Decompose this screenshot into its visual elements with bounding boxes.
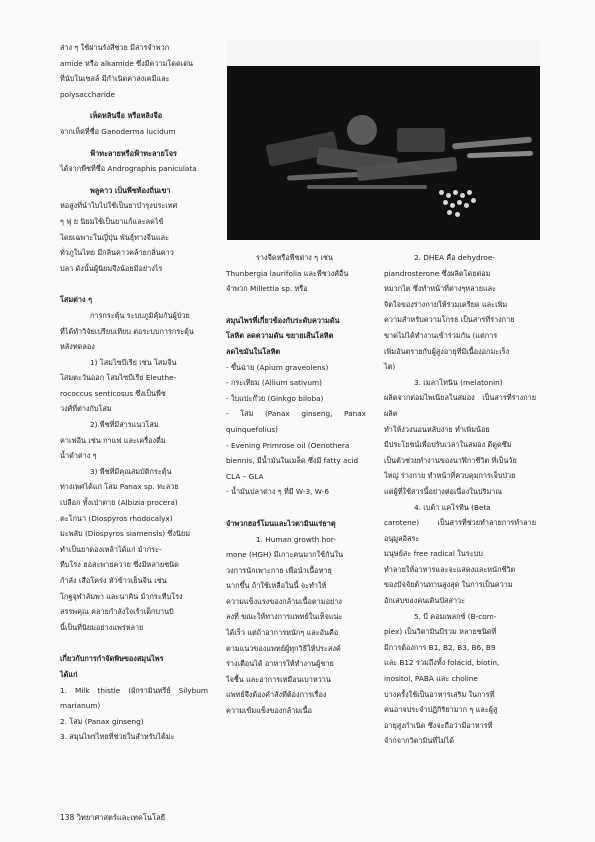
text-line: แต่ผู้ที่ใช้สารนี้อย่างต่อเนื่องในปริมาณ	[384, 486, 503, 496]
text-line: จิตใจของร่างกายให้ร่วมเครียด และเพิ่ม	[384, 299, 508, 309]
text-line: หมวกไต ซึ่งทำหน้าที่ต่างๆหลายและ	[384, 284, 497, 294]
text-line: อายุสูงกำเนิด ซึ่งจะถือว่ามีอาหารที่	[384, 720, 493, 730]
text-line: มีการต้องการ B1, B2, B3, B6, B9	[384, 642, 496, 652]
text-line: ความสำหรับความโกรธ เป็นสารที่ร่างกาย	[384, 315, 515, 325]
section-heading: ลดไขมันในโลหิต	[226, 346, 281, 356]
text-line: ความแข็งแรงของกล้ามเนื้อตามอย่าง	[226, 596, 342, 606]
text-line: โสมตะวันออก โสมไซบีเรีย Eleuthe-	[60, 373, 177, 383]
section-heading: สมุนไพรที่เกี่ยวข้องกับระดับความดัน	[226, 315, 340, 325]
text-line: มะพลับ (Diospyros siamensis) ซึ่งนิยม	[60, 529, 191, 539]
text-line: คนอาจประจำปฏิกิริยามาก ๆ และผู้สู	[384, 705, 498, 715]
text-line: รางจืดหรือพืชต่าง ๆ เช่น	[256, 253, 333, 262]
text-line: ตะโกนา (Diospyros rhodocalyx)	[60, 513, 173, 523]
column-right	[384, 250, 536, 749]
herb-stick	[467, 151, 533, 158]
text-line: ทำลายให้อาหารและจะแสดงและหนักชีวิต	[384, 564, 516, 574]
herb-stick	[307, 185, 427, 189]
item-heading: เห็ดหลินจือ หรือหลิงจือ	[90, 111, 163, 121]
column-left	[60, 40, 208, 745]
text-line: ที่นับในเซลล์ มีกำเนิดคาลงเคมีและ	[60, 74, 170, 84]
section-heading: โลหิต ลดความดัน ขยายเส้นโลหิต	[226, 331, 334, 341]
list-item: 1. Milk thistle (ผักรามินทรีย์ Silybum marianum)	[60, 685, 208, 711]
text-line: โดยเฉพาะในญี่ปุ่น พันธุ์ทางจีนและ	[60, 232, 170, 242]
text-line: โกฐจุฬาลัมพา และนาคิน ม้ากระทืบโรง	[60, 591, 183, 601]
text-line: ได้เร็ว แต่ถ้าอาการหนักๆ และอันคือ	[226, 628, 339, 638]
page-footer: 138 วิทยาศาสตร์และเทคโนโลยี	[60, 813, 166, 822]
text-line: นี้เป็นที่นิยมอย่างแพร่หลาย	[60, 622, 144, 632]
text-line: เปลือก ทั้งเป่าตาย (Albizia procera)	[60, 498, 178, 508]
text-line: ที่ได้ทำวิจัยเปรียบเทียบ ต่อระบบการกระตุ้น	[60, 326, 194, 336]
list-item: CLA – GLA	[226, 471, 264, 481]
text-line: จำพวก Millettia sp. หรือ	[226, 284, 308, 294]
text-line: ทำให้ง่วงนอนหลับง่าย ทำเพิ่มน้อย	[384, 424, 490, 434]
section-heading: ได้แก่	[60, 669, 78, 679]
text-line: plex) เป็นวิตามินบีรวม หลายชนิดที่	[384, 627, 497, 637]
herb-stick	[452, 137, 532, 150]
item-heading: พลูคาว เป็นพืชท้องถิ่นเขา	[90, 185, 171, 195]
list-item: - ขึ้นฉ่าย (Apium graveolens)	[226, 362, 329, 372]
text-line: ตามแนวของแพทย์ผู้ทุกวิธีให้ประสงค์	[226, 643, 341, 653]
text-line: polysaccharide	[60, 89, 115, 99]
item-heading: ฟ้าทะลายหรือฟ้าทะลายโจร	[90, 148, 177, 158]
column-middle	[226, 250, 366, 719]
text-line: ทำเป็นยาดองเหล้าได้แก่ ม้ากระ-	[60, 544, 162, 554]
text-line: อักเสบของคนเดินปัสสาวะ	[384, 596, 466, 606]
text-line: mone (HGH) มีเกาะคนมากใช้กันใน	[226, 550, 344, 560]
section-heading: จำพวกฮอร์โมนและไวตามินแร่ธาตุ	[226, 518, 336, 528]
text-line: เพิ่มอันตรายกับผู้สูงอายุที่มีเนื้องอกมะเร็ง	[384, 346, 510, 356]
text-line: ของปัจจัยต้านทานสูงสุด ในการเป็นความ	[384, 580, 513, 590]
text-line: 1. Human growth hor-	[256, 534, 336, 544]
photo-top-edge	[227, 40, 540, 66]
text-line: แพทย์จึงต้องคำสั่งที่ต้องการเรื่อง	[226, 690, 327, 700]
text-line: วงศ์ที่ต่างกับโสม	[60, 404, 112, 414]
text-line: ผลิตจากต่อมไพเนียลในสมอง เป็นสารที่ร่างกายผลิต	[384, 393, 536, 418]
list-item: - Evening Primrose oil (Oenothera	[226, 440, 350, 450]
text-line: สรรพคุณ คลายกำลังใจเร้าเด็กบานบิ	[60, 607, 174, 617]
text-line: จากเห็ดที่ชื่อ Ganoderma lucidum	[60, 126, 176, 136]
text-line: บางครั้งใช้เป็นอาหารเสริม ในการที่	[384, 689, 495, 699]
list-item: - ใบแปะก๊วย (Ginkgo biloba)	[226, 393, 324, 403]
text-line: การกระตุ้น ระบบภูมิคุ้มกันผู้ป่วย	[90, 310, 190, 320]
text-line: 2. DHEA คือ dehydroe-	[414, 253, 496, 262]
herb-root	[347, 115, 377, 145]
text-line: น้ำดำต่าง ๆ	[60, 451, 97, 461]
text-line: ความเข้มแข็งของกล้ามเนื้อ	[226, 706, 313, 716]
text-line: ร่างเตือนได้ อาหารให้ทำงานผู้ชาย	[226, 659, 334, 669]
text-line: เป็นตัวช่วยทำงานของนาฬิกาชีวิต ที่เป็นวัย	[384, 455, 517, 465]
text-line: กำลัง เสือโคร่ง หัวข้าวเย็นจีน เช่น	[60, 576, 167, 585]
text-line: ไต)	[384, 362, 396, 372]
text-line: 2) พืชที่มีสารแนวโสม	[90, 420, 159, 430]
herb-root	[397, 128, 445, 152]
text-line: หลังทดลอง	[60, 342, 95, 352]
text-line: จำกจากวิตามินที่ไม่ได้	[384, 736, 455, 746]
list-item: 3. สมุนไพรไทยที่ช่วยในสำหรับไต้มะ	[60, 732, 175, 742]
text-line: 1) โสมไซบีเรีย เช่น โสมจีน	[90, 357, 177, 367]
section-heading: โสมต่าง ๆ	[60, 295, 93, 305]
text-line: ทั่วภูในไทย มีกลิ่นคาวคล้ายกลิ่นคาว	[60, 248, 174, 258]
text-line: มีประโยชน์เพื่อปรับเวลาในสมอง ดีดูดซึม	[384, 440, 512, 450]
text-line: ทางเพศได้แก่ โสม Panax sp. ทะลวย	[60, 482, 179, 492]
text-line: ทืบโรง ฮอสะพายควาย ซึ่งมีหลายชนิด	[60, 560, 179, 570]
text-line: ใจชื้น และอาการเหมือนเบาหวาน	[226, 674, 331, 684]
text-line: ลงที่ ขณะให้ทางการแพทย์ในเท็จแนะ	[226, 612, 343, 622]
text-line: และ B12 รวมถึงทั้ง folacid, biotin,	[384, 658, 500, 668]
text-line: ๆ ฟุ ย นิยมใช้เป็นยาแก้และลดไข้	[60, 216, 164, 226]
text-line: Thunbergia laurifolia และพืชวงศ์อื่น	[226, 268, 349, 278]
text-line: ได้จากพืชที่ชื่อ Andrographis paniculata	[60, 164, 197, 174]
text-line: ส่าง ๆ ใช้ผ่านรังสีช่วย มีสารจำพวก	[60, 43, 170, 52]
list-item: 2. โสม (Panax ginseng)	[60, 716, 144, 726]
text-line: ขาดไม่ได้ทำงานเข้าร่วมกัน (แต่การ	[384, 330, 498, 340]
text-line: นากขึ้น ถ้าใช้เหลือในนี้ จะทำให้	[226, 581, 327, 591]
text-line: 3. เมลาโทนิน (melatonin)	[414, 377, 503, 387]
list-item: - โสม (Panax ginseng, Panax quinquefolius)	[226, 409, 366, 434]
text-line: rococcus senticosus ซึ่งเป็นพืช	[60, 388, 166, 398]
text-line: 3) พืชที่มีคุณสมบัติกระตุ้น	[90, 466, 172, 476]
text-line: 4. เบต้า แคโรทีน (Beta	[414, 502, 491, 512]
text-line: ใหญ่ ร่างกาย ทำหน้าที่ควบคุมการเจ็บป่วย	[384, 471, 516, 481]
text-line: วงการนักเพาะกาย เพื่อนำเนื้อหาธุ	[226, 565, 332, 575]
text-line: ปลา ดังนั้นผู้นิยมจึงน้อยมีอย่างไร	[60, 263, 163, 273]
text-line: คาเฟอีน เช่น กาแฟ และเครื่องดื่ม	[60, 435, 166, 445]
list-item: biennis, มีน้ำมันในเมล็ด ซึ่งมี fatty acid	[226, 456, 359, 466]
text-line: มนุษย์สะ free radical ในระบบ	[384, 549, 483, 559]
text-line: amide หรือ alkamide ซึ่งมีความโดดเด่น	[60, 58, 193, 68]
text-line: carotene) เป็นสารที่ช่วยทำลายการทำลายอนุมูลอิสระ	[384, 518, 536, 543]
herbs-photo	[227, 40, 540, 240]
text-line: หอสูงที่นำใบไปใช้เป็นยาบำรุงประเทศ	[60, 201, 178, 211]
section-heading: เกี่ยวกับการกำจัดพิษของสมุนไพร	[60, 654, 164, 664]
text-line: inositol, PABA และ choline	[384, 674, 478, 684]
list-item: - กระเทียม (Allium sativum)	[226, 378, 322, 388]
list-item: - น้ำมันปลาต่าง ๆ ที่มี W-3, W-6	[226, 487, 329, 497]
text-line: 5. บี คอมเพลกซ์ (B-com-	[414, 611, 497, 621]
text-line: piandrosterone ซึ่งผลิตโดยต่อม	[384, 268, 491, 278]
